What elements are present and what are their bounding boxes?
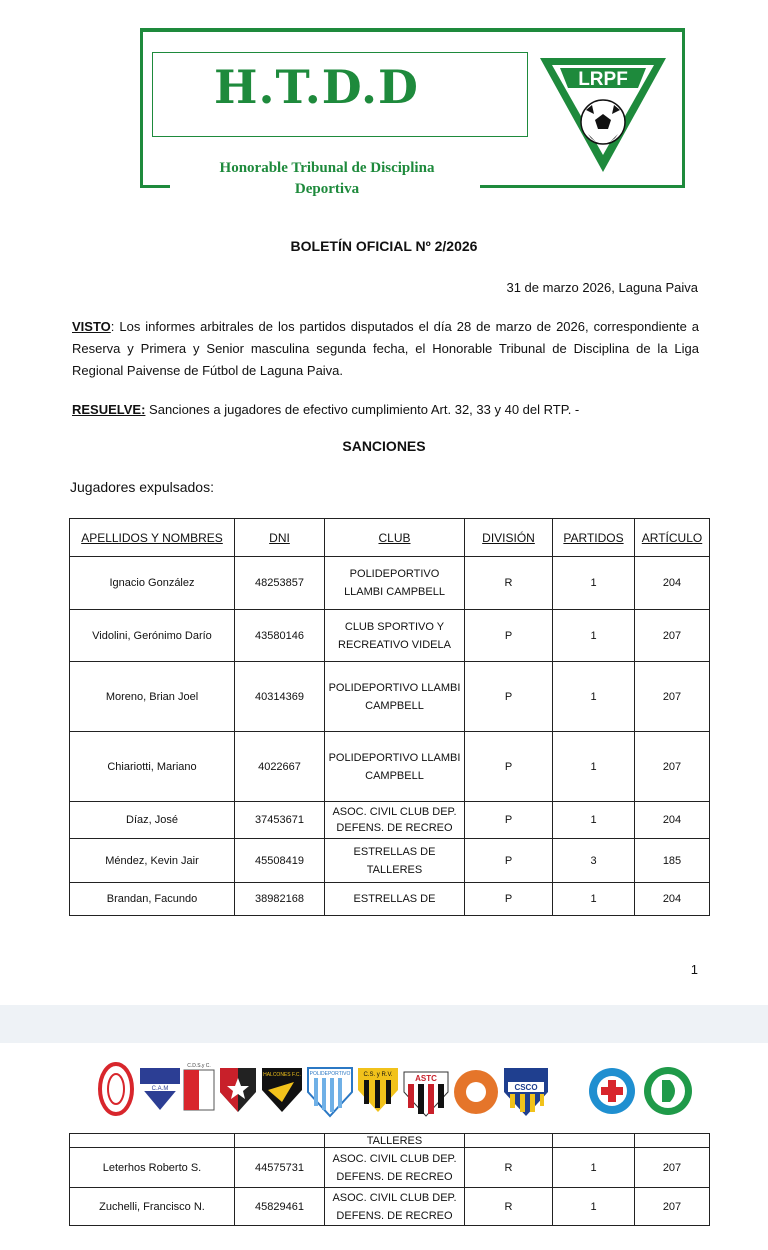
- player-dni: 38982168: [235, 883, 325, 916]
- player-dni: 37453671: [235, 802, 325, 839]
- player-club: POLIDEPORTIVO LLAMBI CAMPBELL: [325, 662, 465, 732]
- table-row: [70, 732, 710, 802]
- player-club: POLIDEPORTIVO LLAMBI CAMPBELL: [325, 732, 465, 802]
- astc-crest-icon: [404, 1072, 448, 1116]
- player-matches: 1: [553, 802, 635, 839]
- player-name: Leterhos Roberto S.: [70, 1148, 235, 1188]
- column-header: PARTIDOS: [553, 519, 635, 557]
- player-matches: 1: [553, 732, 635, 802]
- player-article: 185: [635, 839, 710, 883]
- page-number: 1: [690, 962, 698, 977]
- table-row: [70, 610, 710, 662]
- social-deportivo-crest-icon: [589, 1068, 635, 1114]
- resuelve-label: RESUELVE:: [72, 402, 146, 417]
- bulletin-date: 31 de marzo 2026, Laguna Paiva: [506, 280, 698, 295]
- player-article: 207: [635, 662, 710, 732]
- player-dni: 40314369: [235, 662, 325, 732]
- cam-crest-icon: [140, 1068, 180, 1110]
- player-article: 204: [635, 883, 710, 916]
- player-club: ASOC. CIVIL CLUB DEP. DEFENS. DE RECREO: [325, 1188, 465, 1226]
- player-division: P: [465, 732, 553, 802]
- column-header: CLUB: [325, 519, 465, 557]
- resuelve-paragraph: [72, 399, 699, 421]
- bulletin-title: BOLETÍN OFICIAL Nº 2/2026: [290, 238, 478, 254]
- player-article: 207: [635, 732, 710, 802]
- svg-text:POLIDEPORTIVO: POLIDEPORTIVO: [309, 1071, 351, 1077]
- svg-text:C.S. y R.V.: C.S. y R.V.: [363, 1072, 393, 1078]
- player-club: ASOC. CIVIL CLUB DEP. DEFENS. DE RECREO: [325, 802, 465, 839]
- player-article: 207: [635, 1188, 710, 1226]
- player-name: Vidolini, Gerónimo Darío: [70, 610, 235, 662]
- player-name: Méndez, Kevin Jair: [70, 839, 235, 883]
- star-crest-icon: [220, 1068, 256, 1112]
- player-division: R: [465, 557, 553, 610]
- svg-text:ASTC: ASTC: [415, 1074, 437, 1083]
- table-row: [70, 557, 710, 610]
- player-matches: 1: [553, 610, 635, 662]
- player-matches: 1: [553, 557, 635, 610]
- svg-text:CSCO: CSCO: [514, 1083, 538, 1092]
- polideportivo-crest-icon: [308, 1068, 352, 1116]
- table-header-row: [70, 519, 710, 557]
- cdsyc-crest-icon: [184, 1063, 214, 1110]
- table-row: [70, 1148, 710, 1188]
- table-row: [70, 662, 710, 732]
- player-dni: 44575731: [235, 1148, 325, 1188]
- sanctions-table: [69, 518, 710, 916]
- player-club: ESTRELLAS DE TALLERES: [325, 839, 465, 883]
- tribunal-acronym: H.T.D.D: [214, 60, 419, 114]
- player-name: Díaz, José: [70, 802, 235, 839]
- halcones-crest-icon: [262, 1068, 302, 1112]
- csyrv-crest-icon: [358, 1068, 398, 1112]
- player-division: R: [465, 1148, 553, 1188]
- resuelve-text: Sanciones a jugadores de efectivo cumplimiento Art. 32, 33 y 40 del RTP. -: [145, 402, 580, 417]
- player-division: R: [465, 1188, 553, 1226]
- tribunal-name: Honorable Tribunal de Disciplina Deportiva: [219, 160, 435, 197]
- visto-text: : Los informes arbitrales de los partidos disputados el día 28 de marzo de 2026, correspondiente a Reserva y Primera y Senior masculina segunda fecha, el Honorable Tribunal de Disciplina de la Liga Regional Paivense de Fútbol de Laguna Paiva.: [72, 319, 699, 378]
- svg-text:HALCONES F.C.: HALCONES F.C.: [263, 1072, 301, 1078]
- column-header: DIVISIÓN: [465, 519, 553, 557]
- svg-text:LRPF: LRPF: [578, 69, 628, 90]
- player-matches: 1: [553, 1188, 635, 1226]
- player-dni: 48253857: [235, 557, 325, 610]
- llambi-crest-icon: [644, 1067, 692, 1115]
- sanctions-table-continued: [69, 1133, 710, 1226]
- player-club: TALLERES: [325, 1134, 465, 1148]
- table-row: [70, 883, 710, 916]
- player-matches: 1: [553, 1148, 635, 1188]
- player-name: Moreno, Brian Joel: [70, 662, 235, 732]
- table-row: [70, 802, 710, 839]
- player-club: ASOC. CIVIL CLUB DEP. DEFENS. DE RECREO: [325, 1148, 465, 1188]
- huracan-crest-icon: [100, 1064, 132, 1114]
- player-matches: 3: [553, 839, 635, 883]
- player-article: 204: [635, 802, 710, 839]
- svg-text:C.D.S.y C.: C.D.S.y C.: [187, 1063, 211, 1069]
- player-division: P: [465, 839, 553, 883]
- table-row: [70, 1134, 710, 1148]
- player-name: Ignacio González: [70, 557, 235, 610]
- column-header: ARTÍCULO: [635, 519, 710, 557]
- player-matches: 1: [553, 662, 635, 732]
- visto-label: VISTO: [72, 319, 111, 334]
- page-gap: [0, 1005, 768, 1043]
- player-matches: 1: [553, 883, 635, 916]
- player-name: Chiariotti, Mariano: [70, 732, 235, 802]
- visto-paragraph: [72, 316, 699, 382]
- player-dni: 45829461: [235, 1188, 325, 1226]
- player-dni: 4022667: [235, 732, 325, 802]
- player-dni: 45508419: [235, 839, 325, 883]
- player-division: P: [465, 883, 553, 916]
- table-row: [70, 1188, 710, 1226]
- player-division: P: [465, 802, 553, 839]
- table-row: [70, 839, 710, 883]
- player-name: Zuchelli, Francisco N.: [70, 1188, 235, 1226]
- column-header: DNI: [235, 519, 325, 557]
- club-logos-strip: [96, 1062, 696, 1118]
- player-article: 204: [635, 557, 710, 610]
- svg-text:C.A.M: C.A.M: [151, 1086, 169, 1092]
- player-name: Brandan, Facundo: [70, 883, 235, 916]
- player-article: 207: [635, 610, 710, 662]
- player-club: POLIDEPORTIVO LLAMBI CAMPBELL: [325, 557, 465, 610]
- player-dni: 43580146: [235, 610, 325, 662]
- defensores-crest-icon: [454, 1070, 498, 1114]
- player-division: P: [465, 662, 553, 732]
- player-article: 207: [635, 1148, 710, 1188]
- player-division: P: [465, 610, 553, 662]
- lrpf-logo-icon: [536, 54, 670, 176]
- section-title: SANCIONES: [342, 438, 426, 454]
- player-club: ESTRELLAS DE: [325, 883, 465, 916]
- player-club: CLUB SPORTIVO Y RECREATIVO VIDELA: [325, 610, 465, 662]
- column-header: APELLIDOS Y NOMBRES: [70, 519, 235, 557]
- csco-crest-icon: [504, 1068, 548, 1116]
- subsection-title: Jugadores expulsados:: [70, 479, 214, 495]
